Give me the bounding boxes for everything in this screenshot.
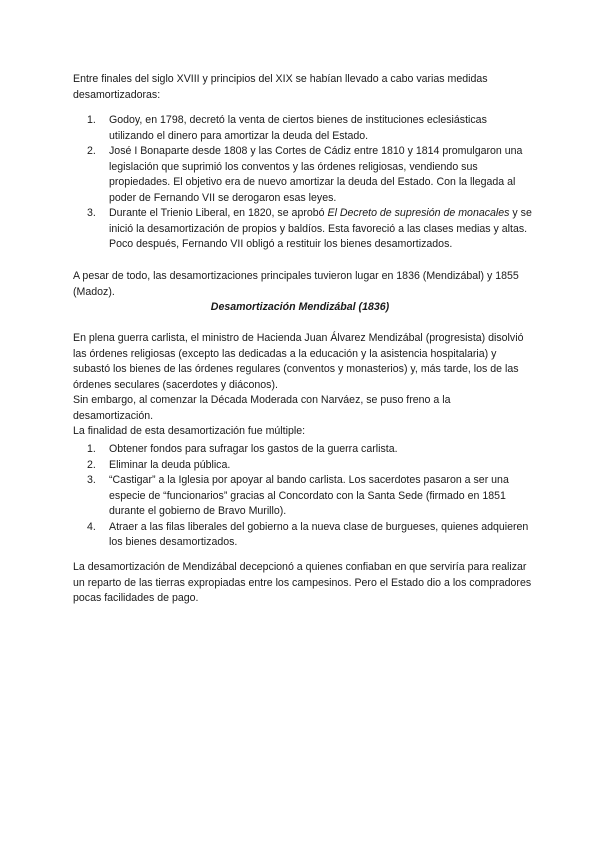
list-item	[73, 520, 533, 551]
list-item-text-pre: Durante el Trienio Liberal, en 1820, se aprobó	[109, 207, 328, 219]
list-item-text: Obtener fondos para sufragar los gastos de la guerra carlista.	[109, 443, 398, 455]
purposes-list	[73, 442, 533, 551]
list-number: 3.	[87, 474, 96, 486]
list-item-text: Atraer a las filas liberales del gobierno a la nueva clase de burgueses, quienes adquieren los bienes desamortizados.	[109, 520, 529, 548]
list-item	[73, 113, 533, 144]
mendizabal-paragraph	[73, 331, 533, 440]
list-number: 2.	[87, 458, 96, 471]
intro-paragraph: Entre finales del siglo XVIII y principios del XIX se habían llevado a cabo varias medidas desamortizadoras:	[73, 73, 488, 101]
list-number: 1.	[87, 114, 96, 126]
list-item-text: Godoy, en 1798, decretó la venta de ciertos bienes de instituciones eclesiásticas utilizando el dinero para amortizar la deuda del Estado.	[109, 114, 487, 142]
mendizabal-text-1: En plena guerra carlista, el ministro de Hacienda Juan Álvarez Mendizábal (progresista) disolvió las órdenes religiosas (excepto las dedicadas a la educación y la asistencia hospitalaria) y subastó los bienes de las órdenes regulares (conventos y monasterios) y, más tarde, los de las órdenes seculares (sacerdotes y diáconos).	[73, 332, 524, 391]
list-item-text-post: y se inició la desamortización de propios y baldíos. Esta favoreció a las clases medias y altas. Poco después, Fernando VII obligó a restituir los bienes desamortizados.	[109, 207, 532, 250]
list-item-text: José I Bonaparte desde 1808 y las Cortes de Cádiz entre 1810 y 1814 promulgaron una legislación que suprimió los conventos y las órdenes religiosas, vendiendo sus propiedades. El objetivo era de nuevo amortizar la deuda del Estado. Con la llegada al poder de Fernando VII se derogaron esas leyes.	[109, 145, 523, 204]
mendizabal-text-2: Sin embargo, al comenzar la Década Moderada con Narváez, se puso freno a la desamortización.	[73, 394, 451, 422]
list-item	[73, 458, 533, 474]
list-item	[73, 206, 533, 253]
list-item	[73, 473, 533, 520]
list-item	[73, 144, 533, 206]
early-measures-list	[73, 113, 533, 253]
section-heading: Desamortización Mendizábal (1836)	[210, 301, 390, 313]
list-number: 3.	[87, 207, 96, 219]
list-item	[73, 442, 533, 458]
list-item-text: “Castigar” a la Iglesia por apoyar al bando carlista. Los sacerdotes pasaron a ser una especie de “funcionarios” gracias al Concordato con la Santa Sede (firmado en 1851 durante el gobierno de Bravo Murillo).	[109, 474, 509, 517]
list-number: 2.	[87, 145, 96, 157]
decree-title: El Decreto de supresión de monacales	[327, 207, 510, 219]
list-item-text: Eliminar la deuda pública.	[109, 458, 231, 471]
conclusion-paragraph: La desamortización de Mendizábal decepcionó a quienes confiaban en que serviría para realizar un reparto de las tierras expropiadas entre los campesinos. Pero el Estado dio a los compradores pocas facilidades de pago.	[73, 561, 532, 604]
list-number: 4.	[87, 520, 96, 533]
list-number: 1.	[87, 443, 96, 455]
mendizabal-text-3: La finalidad de esta desamortización fue múltiple:	[73, 425, 306, 437]
main-confiscations-paragraph: A pesar de todo, las desamortizaciones principales tuvieron lugar en 1836 (Mendizábal) y 1855 (Madoz).	[73, 270, 519, 298]
